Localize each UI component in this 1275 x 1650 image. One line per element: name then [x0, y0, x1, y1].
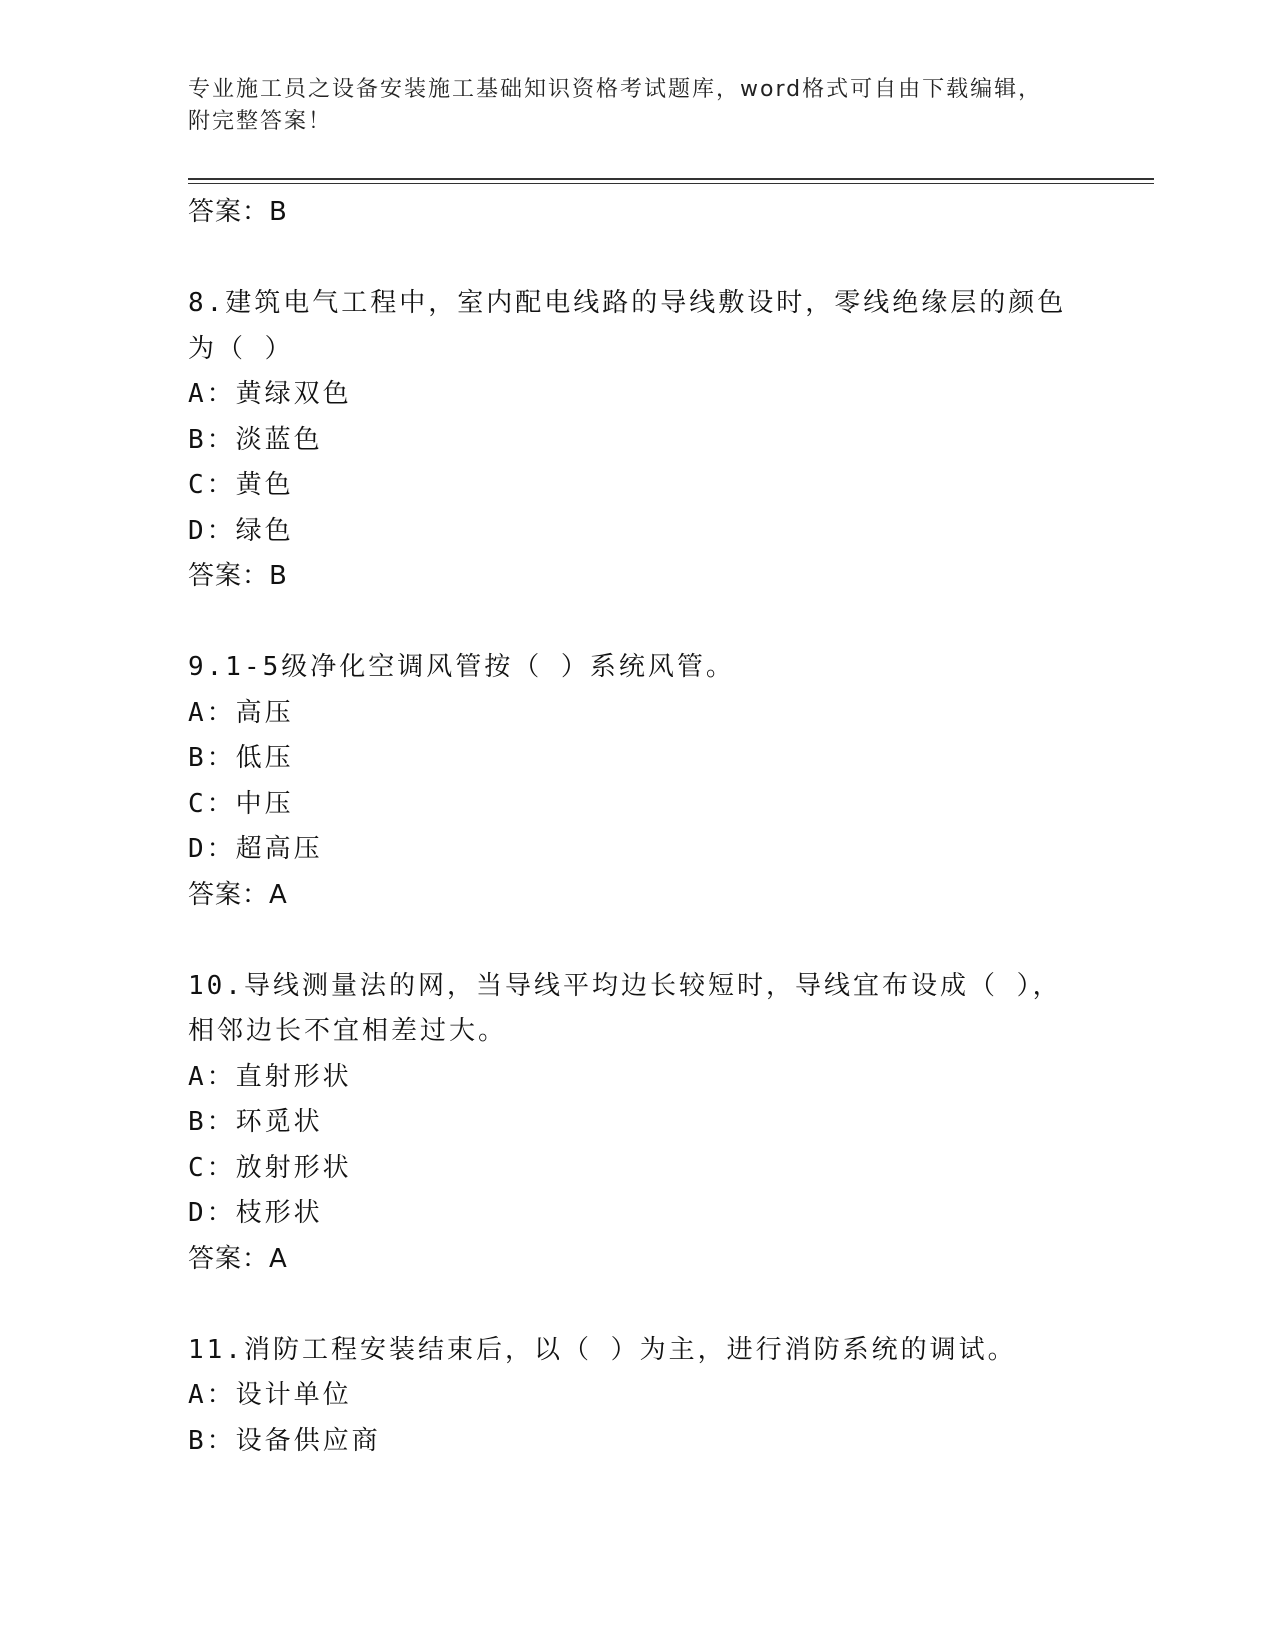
question-8 [188, 281, 1148, 600]
question-10 [188, 964, 1148, 1283]
header-line-2: 附完整答案！ [188, 109, 333, 134]
option-c: C：黄色 [188, 470, 294, 500]
question-content [188, 190, 1148, 1464]
option-a: A：直射形状 [188, 1061, 352, 1092]
option-d: D：超高压 [188, 834, 323, 864]
answer: 答案：A [188, 879, 288, 910]
question-stem-continued: 相邻边长不宜相差过大。 [188, 1016, 508, 1046]
header-line-1: 专业施工员之设备安装施工基础知识资格考试题库，word格式可自由下载编辑， [188, 77, 1043, 102]
previous-answer: 答案：B [188, 197, 288, 227]
document-header [188, 74, 1088, 138]
question-stem: 8.建筑电气工程中，室内配电线路的导线敷设时，零线绝缘层的颜色 [188, 288, 1067, 318]
option-d: D：枝形状 [188, 1198, 323, 1228]
option-b: B：环觅状 [188, 1107, 323, 1137]
question-9 [188, 645, 1148, 918]
option-b: B：淡蓝色 [188, 424, 323, 455]
option-d: D：绿色 [188, 515, 294, 546]
question-stem: 9.1-5级净化空调风管按（ ）系统风管。 [188, 652, 735, 682]
question-stem: 11.消防工程安装结束后，以（ ）为主，进行消防系统的调试。 [188, 1334, 1017, 1365]
option-c: C：中压 [188, 788, 294, 819]
question-11 [188, 1328, 1148, 1465]
header-divider-thick [188, 178, 1154, 180]
spacer [188, 600, 1148, 646]
spacer [188, 1282, 1148, 1328]
answer: 答案：B [188, 561, 288, 591]
question-stem: 10.导线测量法的网，当导线平均边长较短时，导线宜布设成（ ）， [188, 970, 1062, 1001]
header-divider-thin [188, 183, 1154, 184]
answer: 答案：A [188, 1243, 288, 1274]
option-a: A：黄绿双色 [188, 379, 352, 409]
option-b: B：低压 [188, 743, 294, 773]
question-stem-continued: 为（ ） [188, 333, 294, 364]
option-c: C：放射形状 [188, 1152, 352, 1183]
spacer [188, 236, 1148, 282]
spacer [188, 918, 1148, 964]
option-a: A：高压 [188, 697, 294, 728]
option-a: A：设计单位 [188, 1380, 352, 1410]
option-b: B：设备供应商 [188, 1425, 381, 1456]
